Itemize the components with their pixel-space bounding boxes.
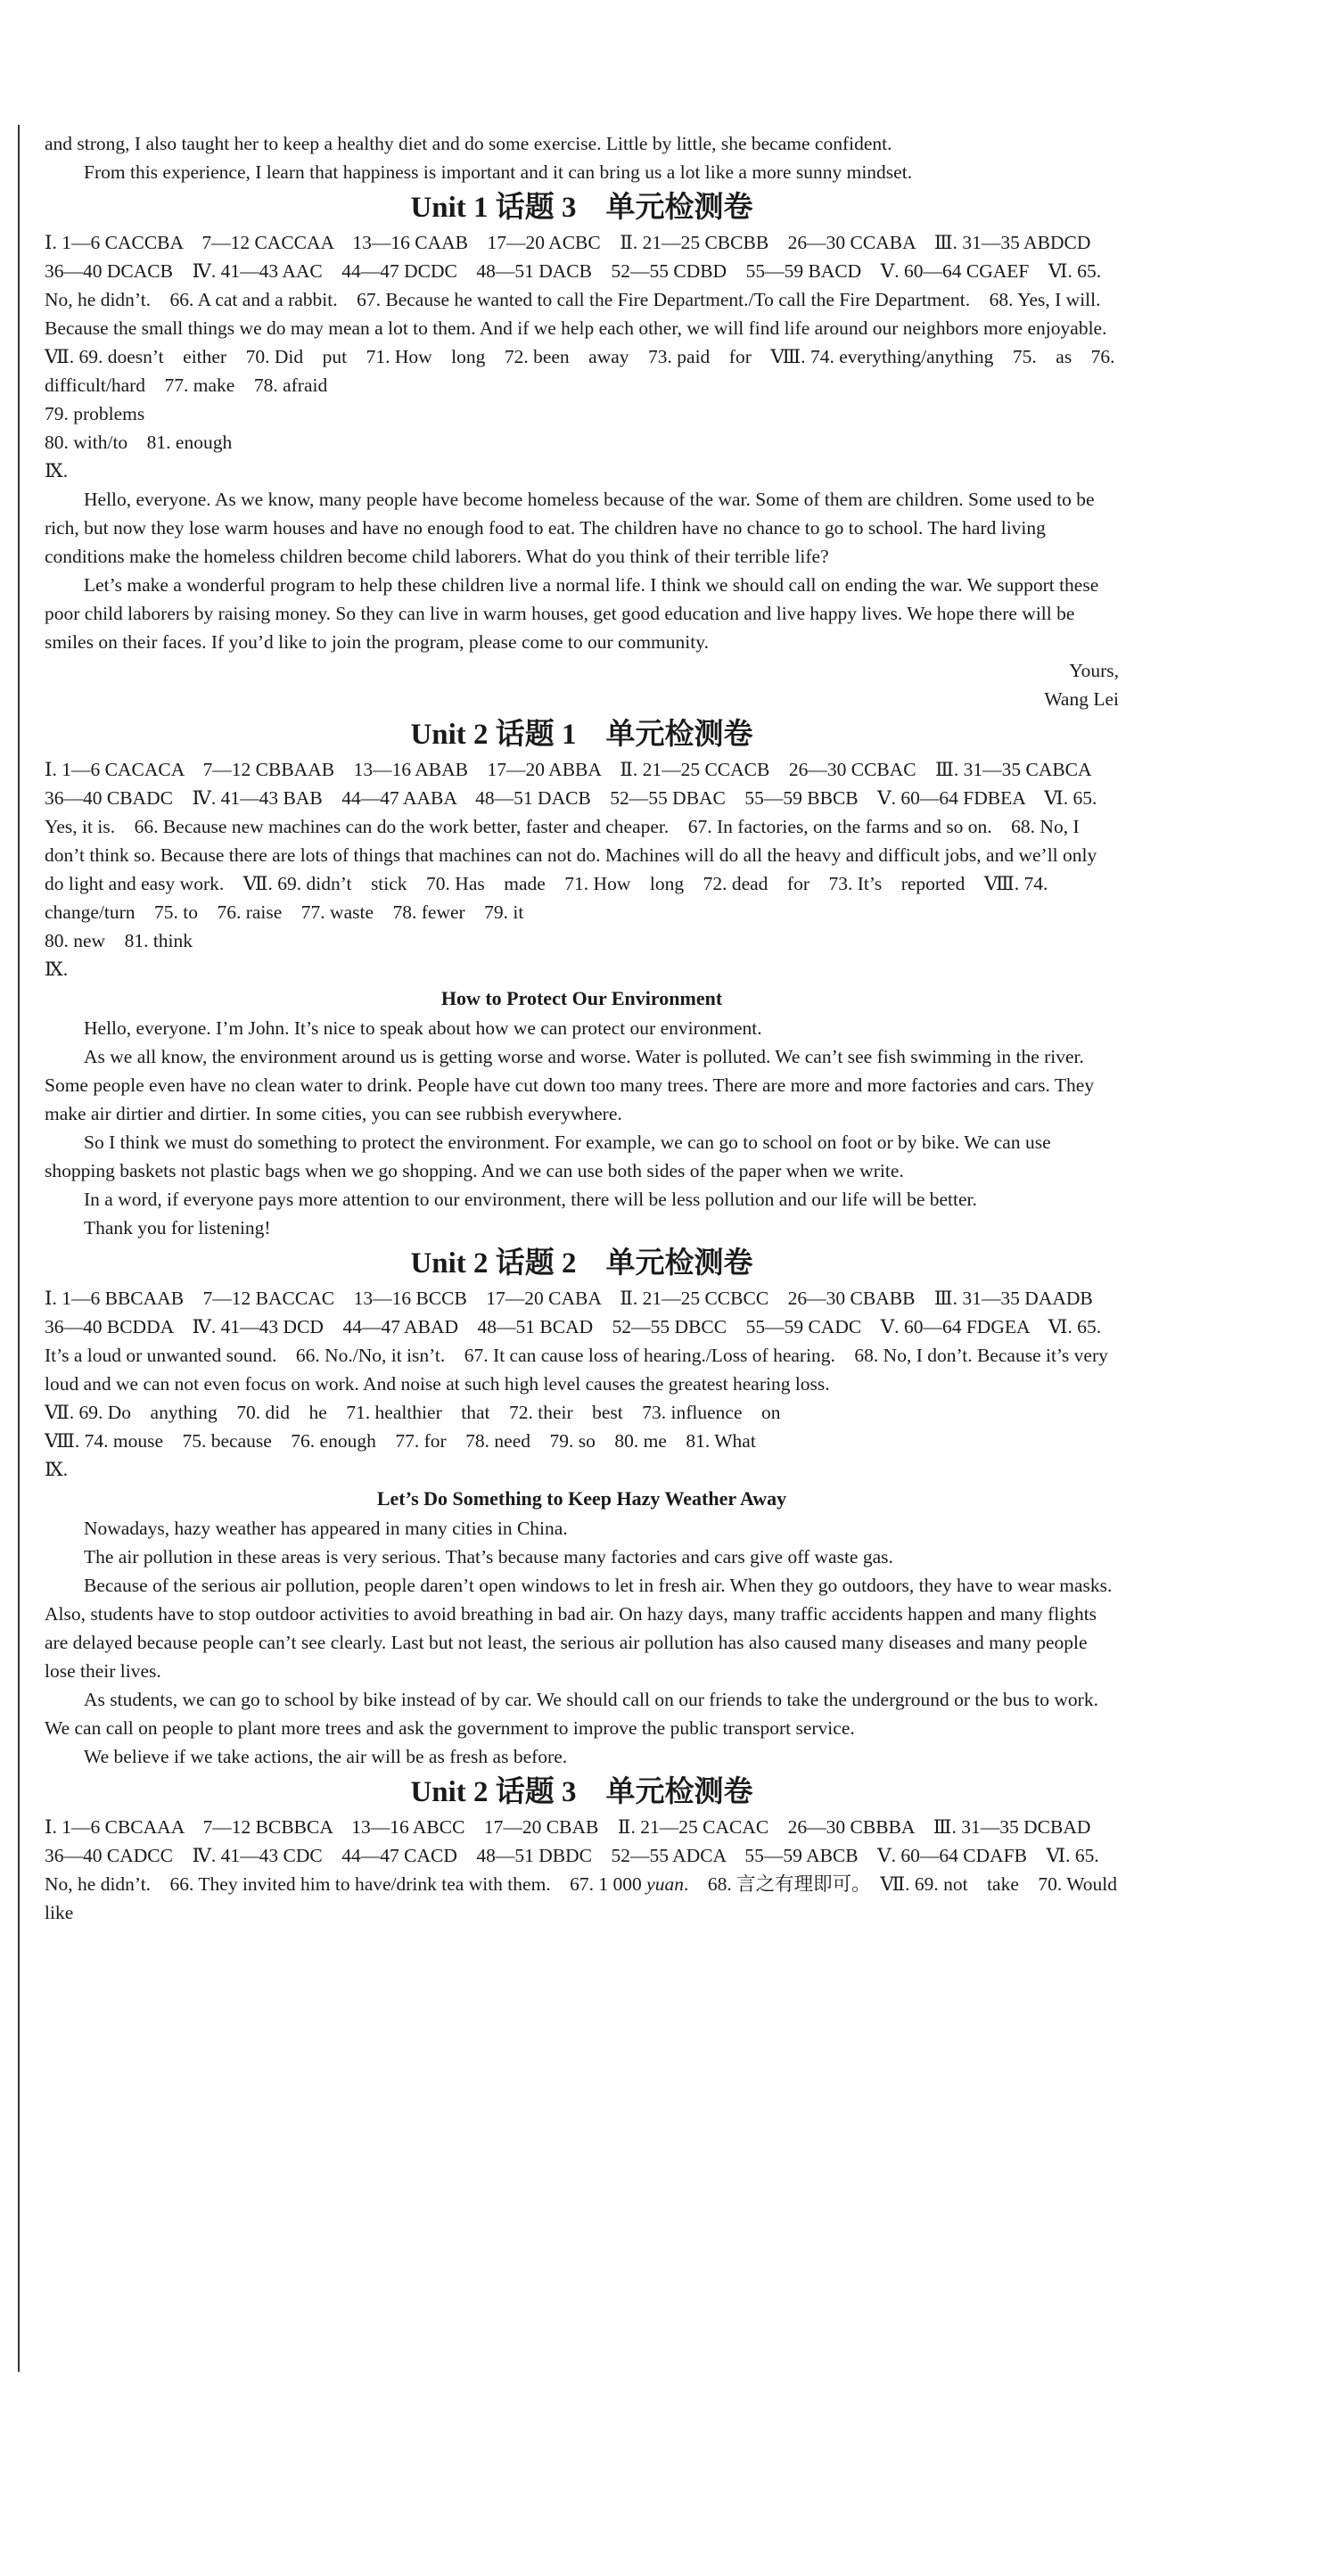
essay-paragraph: Hello, everyone. I’m John. It’s nice to speak about how we can protect our environment. (84, 1017, 762, 1039)
answer-line: 79. problems (45, 403, 145, 424)
essay-title: Let’s Do Something to Keep Hazy Weather Away (376, 1487, 787, 1510)
section-marker: Ⅸ. (45, 460, 69, 481)
answer-text: . 68. 言之有理即可。 Ⅶ. 69. not take 70. Would like (45, 1873, 1137, 1923)
essay-paragraph: Hello, everyone. As we know, many people have become homeless because of the war. Some of them are children. Some used to be rich, but now they lose warm houses and have no enough food to eat. The children have no chance to go to school. The hard living conditions make the homeless children become child laborers. What do you think of their terrible life? (45, 489, 1095, 567)
answer-line: Ⅷ. 74. mouse 75. because 76. enough 77. for 78. need 79. so 80. me 81. What (45, 1430, 756, 1452)
intro-paragraph-1: and strong, I also taught her to keep a healthy diet and do some exercise. Little by little, she became confident. (45, 133, 892, 154)
answer-line: 80. with/to 81. enough (45, 432, 233, 453)
essay-paragraph: The air pollution in these areas is very serious. That’s because many factories and cars give off waste gas. (84, 1546, 893, 1568)
left-margin-line (18, 125, 20, 2372)
essay-title: How to Protect Our Environment (440, 987, 723, 1009)
answer-block: Ⅰ. 1—6 CACCBA 7—12 CACCAA 13—16 CAAB 17—20 ACBC Ⅱ. 21—25 CBCBB 26—30 CCABA Ⅲ. 31—35 ABDCD 36—40 DCACB Ⅳ. 41—43 AAC 44—47 DCDC 48—51 DACB 52—55 CDBD 55—59 BACD Ⅴ. 60—64 CGAEF Ⅵ. 65. No, he didn’t. 66. A cat and a rabbit. 67. Because he wanted to call the Fire Department./To call the Fire Department. 68. Yes, I will. Because the small things we do may mean a lot to them. And if we help each other, we will find life around our neighbors more enjoyable. Ⅶ. 69. doesn’t either 70. Did put 71. How long 72. been away 73. paid for Ⅷ. 74. everything/anything 75. as 76. difficult/hard 77. make 78. afraid (45, 232, 1126, 396)
essay-sign-name: Wang Lei (1044, 688, 1119, 710)
essay-paragraph: So I think we must do something to protect the environment. For example, we can go to school on foot or by bike. We can use shopping baskets not plastic bags when we go shopping. And we can use both sides of the paper when we write. (45, 1132, 1051, 1181)
essay-paragraph: As we all know, the environment around us is getting worse and worse. Water is polluted. We can’t see fish swimming in the river. Some people even have no clean water to drink. People have cut down too many trees. There are more and more factories and cars. They make air dirtier and dirtier. In some cities, you can see rubbish everywhere. (45, 1046, 1095, 1124)
section-marker: Ⅸ. (45, 959, 69, 980)
essay-paragraph: As students, we can go to school by bike instead of by car. We should call on our friends to take the underground or the bus to work. We can call on people to plant more trees and ask the government to improve the public transport service. (45, 1689, 1098, 1739)
essay-paragraph: Because of the serious air pollution, people daren’t open windows to let in fresh air. When they go outdoors, they have to wear masks. Also, students have to stop outdoor activities to avoid breathing in bad air. On hazy days, many traffic accidents happen and many flights are delayed because people can’t see clearly. Last but not least, the serious air pollution has also caused many diseases and many people lose their lives. (45, 1575, 1113, 1682)
section-title: Unit 2 话题 2 单元检测卷 (410, 1247, 753, 1280)
essay-paragraph: Let’s make a wonderful program to help these children live a normal life. I think we should call on ending the war. We support these poor child laborers by raising money. So they can live in warm houses, get good education and live happy lives. We hope there will be smiles on their faces. If you’d like to join the program, please come to our community. (45, 574, 1099, 653)
answer-block: Ⅰ. 1—6 CACACA 7—12 CBBAAB 13—16 ABAB 17—20 ABBA Ⅱ. 21—25 CCACB 26—30 CCBAC Ⅲ. 31—35 CABCA 36—40 CBADC Ⅳ. 41—43 BAB 44—47 AABA 48—51 DACB 52—55 DBAC 55—59 BBCB Ⅴ. 60—64 FDBEA Ⅵ. 65. Yes, it is. 66. Because new machines can do the work better, faster and cheaper. 67. In factories, on the farms and so on. 68. No, I don’t think so. Because there are lots of things that machines can not do. Machines will do all the heavy and difficult jobs, and we’ll only do light and easy work. Ⅶ. 69. didn’t stick 70. Has made 71. How long 72. dead for 73. It’s reported Ⅷ. 74. change/turn 75. to 76. raise 77. waste 78. fewer 79. it (45, 759, 1110, 923)
essay-paragraph: We believe if we take actions, the air will be as fresh as before. (84, 1746, 568, 1767)
section-unit2-topic2 (45, 1245, 1119, 1771)
essay-paragraph: Nowadays, hazy weather has appeared in many cities in China. (84, 1518, 568, 1539)
answer-line: Ⅶ. 69. Do anything 70. did he 71. healthier that 72. their best 73. influence on (45, 1402, 781, 1423)
answer-line: 80. new 81. think (45, 930, 193, 951)
answer-yuan: yuan (646, 1873, 684, 1895)
answer-block: Ⅰ. 1—6 BBCAAB 7—12 BACCAC 13—16 BCCB 17—20 CABA Ⅱ. 21—25 CCBCC 26—30 CBABB Ⅲ. 31—35 DAADB 36—40 BCDDA Ⅳ. 41—43 DCD 44—47 ABAD 48—51 BCAD 52—55 DBCC 55—59 CADC Ⅴ. 60—64 FDGEA Ⅵ. 65. It’s a loud or unwanted sound. 66. No./No, it isn’t. 67. It can cause loss of hearing./Loss of hearing. 68. No, I don’t. Because it’s very loud and we can not even focus on work. And noise at such high level causes the greatest hearing loss. (45, 1288, 1113, 1395)
section-title: Unit 1 话题 3 单元检测卷 (410, 192, 753, 224)
section-unit2-topic3 (45, 1774, 1137, 1927)
answer-text: Ⅰ. 1—6 CBCAAA 7—12 BCBBCA 13—16 ABCC 17—20 CBAB Ⅱ. 21—25 CACAC 26—30 CBBBA Ⅲ. 31—35 DCBAD 36—40 CADCC Ⅳ. 41—43 CDC 44—47 CACD 48—51 DBDC 52—55 ADCA 55—59 ABCB Ⅴ. 60—64 CDAFB Ⅵ. 65. No, he didn’t. 66. They invited him to have/drink tea with them. 67. 1 000 (45, 1816, 1110, 1895)
essay-paragraph: Thank you for listening! (84, 1217, 271, 1239)
section-title: Unit 2 话题 1 单元检测卷 (410, 719, 753, 751)
section-marker: Ⅸ. (45, 1459, 69, 1480)
section-unit1-topic3 (45, 189, 1126, 713)
essay-paragraph: In a word, if everyone pays more attention to our environment, there will be less pollution and our life will be better. (84, 1189, 977, 1210)
answer-block (45, 1813, 1137, 1927)
section-title: Unit 2 话题 3 单元检测卷 (410, 1776, 753, 1808)
answer-key-page (45, 129, 1137, 1927)
intro-paragraph-2: From this experience, I learn that happiness is important and it can bring us a lot like a more sunny mindset. (84, 161, 913, 183)
section-unit2-topic1 (45, 716, 1119, 1242)
essay-sign-yours: Yours, (1069, 660, 1119, 681)
